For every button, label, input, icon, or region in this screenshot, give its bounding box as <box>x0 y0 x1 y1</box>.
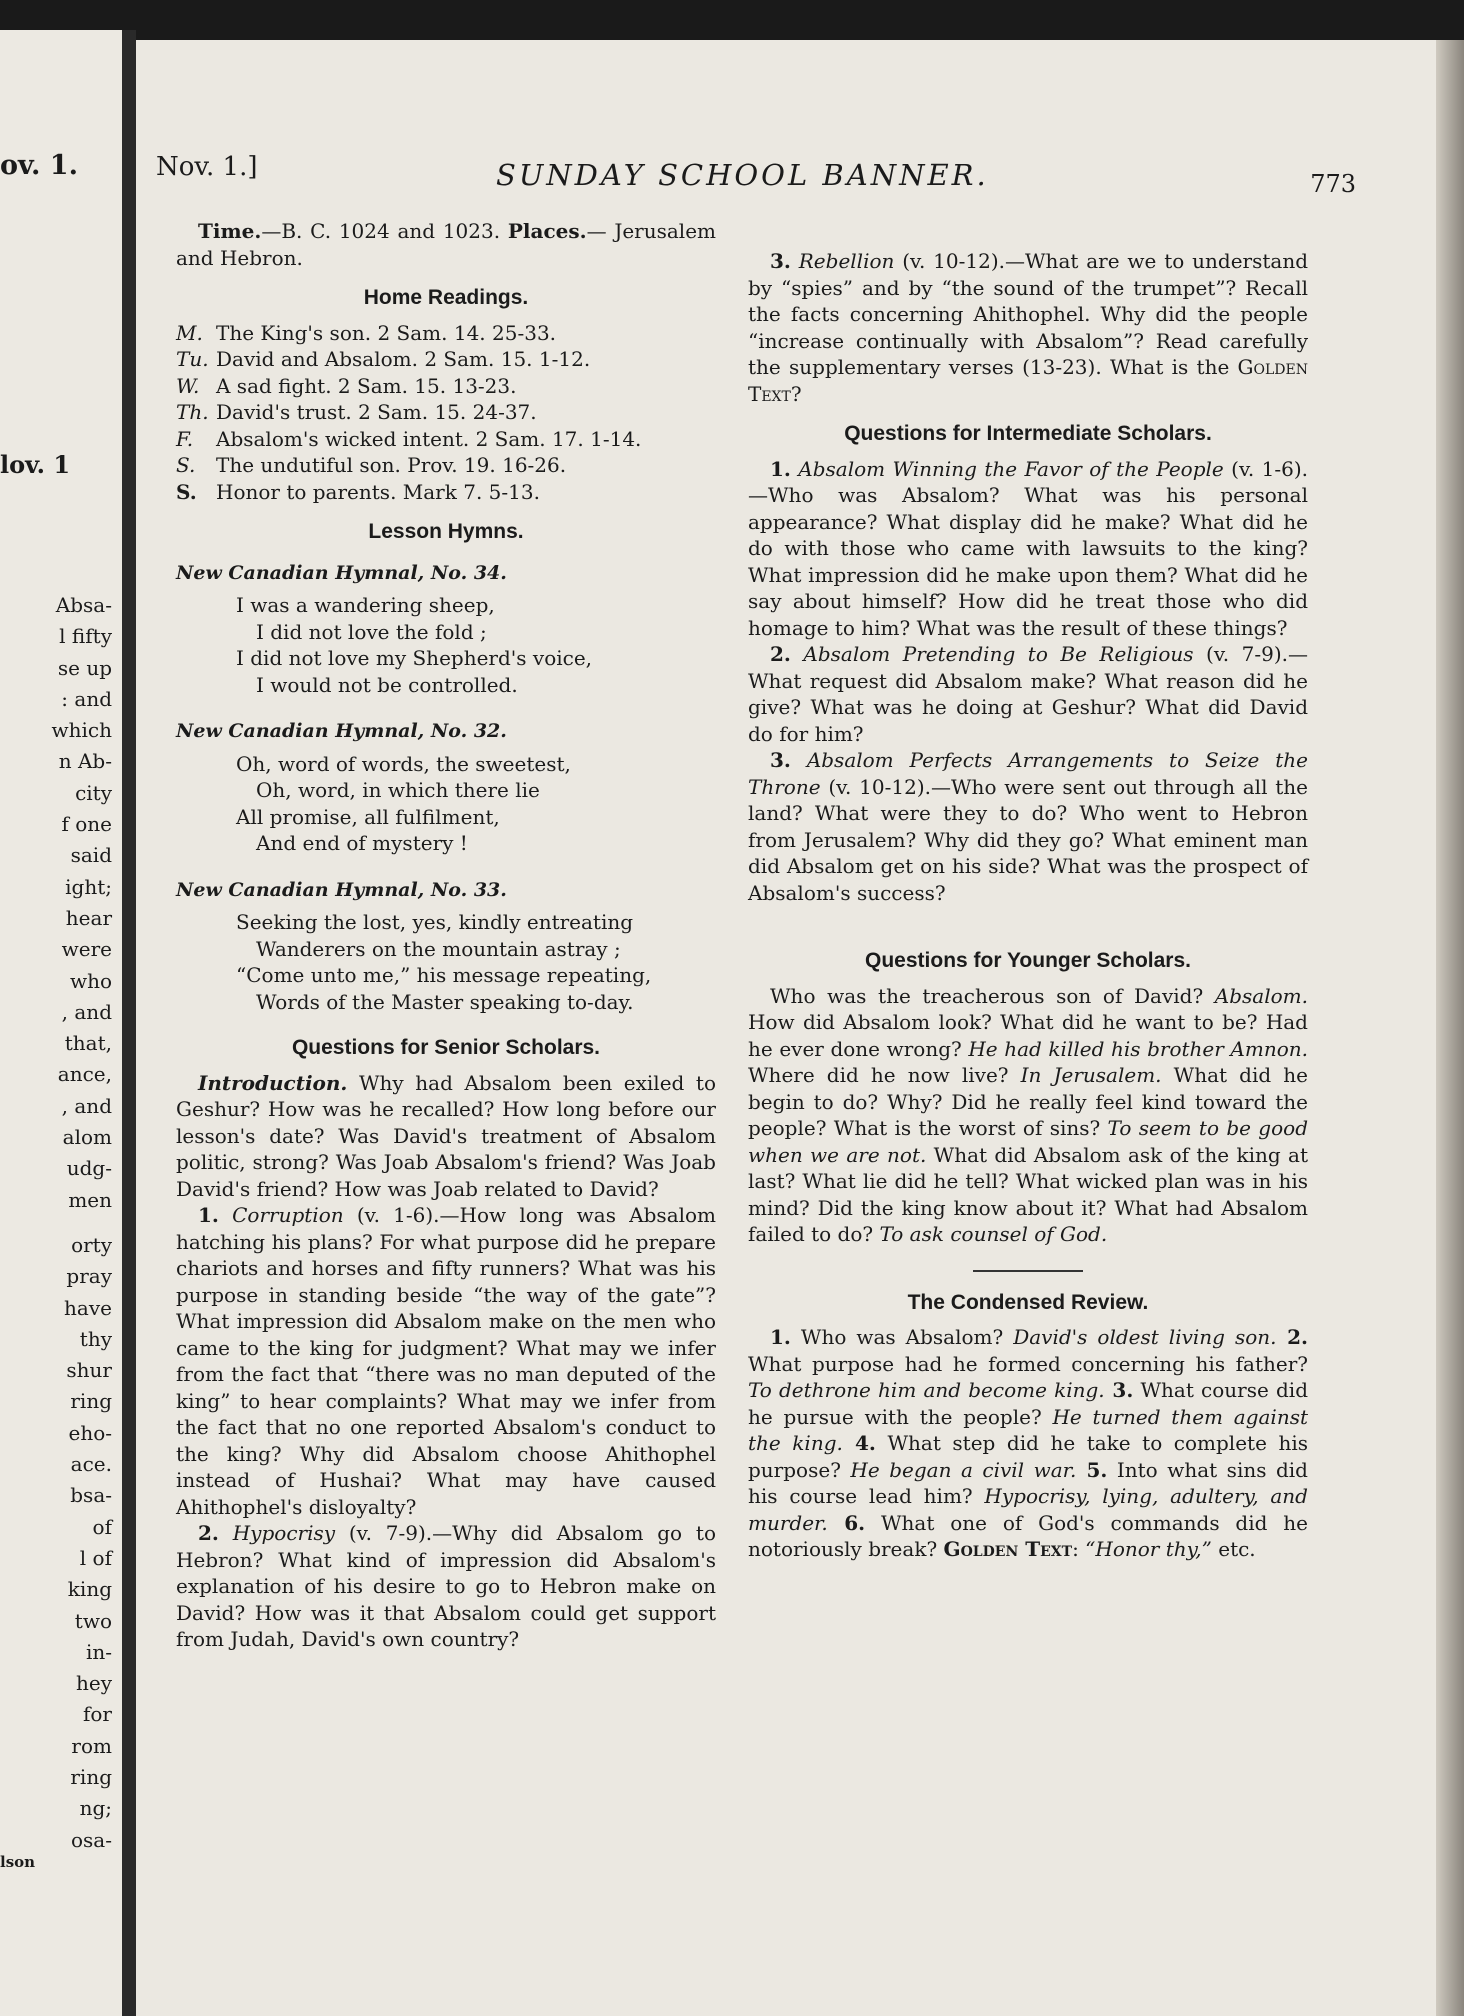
adjacent-page-fragment: hey <box>75 1671 112 1696</box>
adjacent-page-fragment: l fifty <box>59 624 112 649</box>
adjacent-page-fragment: n Ab- <box>58 749 112 774</box>
header-title: SUNDAY SCHOOL BANNER. <box>496 158 989 192</box>
page-edge-shadow <box>1436 40 1464 2016</box>
places-label: Places. <box>507 219 587 243</box>
adjacent-page-fragment: orty <box>71 1233 112 1257</box>
adjacent-page-fragment: two <box>74 1608 112 1633</box>
header-date: Nov. 1.] <box>156 152 258 182</box>
adjacent-page-fragment: pray <box>66 1264 112 1289</box>
reading-item: M. The King's son. 2 Sam. 14. 25-33. <box>176 320 557 345</box>
section-divider <box>973 1270 1083 1272</box>
adjacent-page-fragment: Absa- <box>55 593 112 617</box>
adjacent-page-fragment: rom <box>71 1733 112 1758</box>
time-places <box>176 218 716 271</box>
senior-introduction: Introduction. Why had Absalom been exiled to Geshur? How was he recalled? How long before our lesson's date? Was David's treatment of Absalom politic, strong? Was Joab Absalom's friend? Was Joab David's friend? How was Joab related to David? <box>176 1070 716 1201</box>
adjacent-page-fragment: hear <box>65 905 112 930</box>
time-label: Time. <box>198 219 262 243</box>
adjacent-page-header: ov. 1. <box>0 150 78 181</box>
senior-question-1: 1. Corruption (v. 1-6).—How long was Absalom hatching his plans? For what purpose did he prepare chariots and horses and fifty runners? What was his purpose in standing beside “the way of the gate”? What impression did Absalom make on the men who came to the king for judgment? What may we infer from the fact that “there was no man deputed of the king” to hear complaints? What may we infer from the fact that no one reported Absalom's conduct to the king? Why did Absalom choose Ahithophel instead of Hushai? What may have caused Ahithophel's disloyalty? <box>176 1203 717 1519</box>
adjacent-page-fragment: ring <box>70 1765 112 1790</box>
reading-item: S. The undutiful son. Prov. 19. 16-26. <box>176 453 567 477</box>
adjacent-page-fragment: alom <box>62 1125 112 1150</box>
hymn-verse: I was a wandering sheep, I did not love the fold ; I did not love my Shepherd's voice, I would not be controlled. <box>236 593 593 697</box>
adjacent-page-fragment: of <box>92 1514 112 1539</box>
right-column <box>748 248 1308 1563</box>
adjacent-page-fragment: : and <box>61 686 112 711</box>
adjacent-page-fragment: , and <box>61 1093 112 1118</box>
intermediate-question-3: 3. Absalom Perfects Arrangements to Seize the Throne (v. 10-12).—Who were sent out through all the land? What were they to do? Who went to Hebron from Jerusalem? Why did they go? What eminent man did Absalom get on his side? What was the prospect of Absalom's success? <box>748 748 1309 905</box>
reading-item: S. Honor to parents. Mark 7. 5-13. <box>176 479 540 504</box>
senior-question-2: 2. Hypocrisy (v. 7-9).—Why did Absalom go to Hebron? What kind of impression did Absalom's explanation of his desire to go to Hebron make on David? How was it that Absalom could get support from Judah, David's own country? <box>176 1521 716 1651</box>
hymn-reference: New Canadian Hymnal, No. 34. <box>176 561 507 584</box>
adjacent-page-fragment: city <box>75 780 112 805</box>
adjacent-page-fragment: king <box>67 1577 112 1602</box>
adjacent-page-fragment: osa- <box>71 1827 112 1852</box>
adjacent-page-fragment: eho- <box>68 1420 112 1445</box>
adjacent-page-fragment: , and <box>61 999 112 1024</box>
adjacent-page-footer: lson <box>0 1853 36 1871</box>
condensed-review-title: The Condensed Review. <box>907 1290 1149 1314</box>
adjacent-page-fragment: shur <box>66 1358 112 1383</box>
adjacent-page-fragment: l of <box>79 1545 112 1570</box>
adjacent-page-fragment: se up <box>57 655 112 680</box>
reading-item: W. A sad fight. 2 Sam. 15. 13-23. <box>176 373 517 398</box>
younger-questions-text: Who was the treacherous son of David? Absalom. How did Absalom look? What did he want to be? Had he ever done wrong? He had killed his brother Amnon. Where did he now live? In Jerusalem. What did he begin to do? Why? Did he really feel kind toward the people? What is the worst of sins? To seem to be good when we are not. What did Absalom ask of the king at last? What lie did he tell? What wicked plan was in his mind? Did the king know about it? What had Absalom failed to do? To ask counsel of God. <box>748 983 1308 1246</box>
page <box>136 40 1436 2016</box>
lesson-hymns-title: Lesson Hymns. <box>368 520 524 543</box>
senior-question-3: 3. Rebellion (v. 10-12).—What are we to understand by “spies” and by “the sound of the trumpet”? Recall the facts concerning Ahithophel. Why did the people “increase continually with Absalom”? Read carefully the supplementary verses (13-23). What is the Golden Text? <box>748 249 1308 406</box>
adjacent-page-fragment: ance, <box>57 1062 112 1087</box>
adjacent-page-fragment: have <box>64 1295 112 1320</box>
adjacent-page-fragment: ng; <box>79 1796 112 1821</box>
reading-item: Tu. David and Absalom. 2 Sam. 15. 1-12. <box>176 347 591 371</box>
senior-questions-title: Questions for Senior Scholars. <box>291 1036 601 1059</box>
adjacent-page-fragment: for <box>82 1702 112 1727</box>
left-column <box>176 218 716 1653</box>
page-header <box>156 152 1356 202</box>
adjacent-page-fragment: ight; <box>65 874 112 899</box>
condensed-review-text: 1. Who was Absalom? David's oldest living son. 2. What purpose had he formed concerning his father? To dethrone him and become king. 3. What course did he pursue with the people? He turned them against the king. 4. What step did he take to complete his purpose? He began a civil war. 5. Into what sins did his course lead him? Hypocrisy, lying, adultery, and murder. 6. What one of God's commands did he notoriously break? Golden Text: “Honor thy,” etc. <box>748 1325 1309 1561</box>
hymn-verse: Oh, word of words, the sweetest, Oh, word, in which there lie All promise, all fulfilment, And end of mystery ! <box>236 751 571 855</box>
intermediate-question-2: 2. Absalom Pretending to Be Religious (v. 7-9).—What request did Absalom make? What reason did he give? What was he doing at Geshur? What did David do for him? <box>748 642 1309 746</box>
reading-item: F. Absalom's wicked intent. 2 Sam. 17. 1-14. <box>176 426 642 451</box>
adjacent-page-fragment: thy <box>79 1326 112 1351</box>
reading-item: Th. David's trust. 2 Sam. 15. 24-37. <box>176 400 537 424</box>
adjacent-page-fragment: f one <box>61 812 112 837</box>
adjacent-page-fragment: were <box>61 937 112 962</box>
adjacent-page-header-2: lov. 1 <box>0 450 71 479</box>
time-text: —B. C. 1024 and 1023. <box>261 219 501 243</box>
intermediate-questions-title: Questions for Intermediate Scholars. <box>844 422 1212 445</box>
adjacent-page-fragment: in- <box>85 1639 112 1664</box>
younger-questions-title: Questions for Younger Scholars. <box>865 949 1191 972</box>
adjacent-page-fragments-2 <box>64 1230 112 1856</box>
page-number: 773 <box>1310 170 1356 198</box>
adjacent-page-fragment: that, <box>64 1031 112 1056</box>
adjacent-page-fragments-1 <box>52 590 112 1216</box>
home-readings-title: Home Readings. <box>363 286 529 309</box>
places-text: — Jerusalem and Hebron. <box>176 219 717 270</box>
adjacent-page-fragment: which <box>51 718 112 743</box>
adjacent-page-strip <box>0 30 122 2016</box>
intermediate-question-1: 1. Absalom Winning the Favor of the People (v. 1-6).—Who was Absalom? What was his personal appearance? What display did he make? What did he do with those who came with lawsuits to the king? What impression did he make upon them? What did he say about himself? How did he treat those who did homage to him? What was the result of these things? <box>748 456 1309 640</box>
adjacent-page-fragment: ace. <box>70 1452 112 1477</box>
adjacent-page-fragment: men <box>68 1187 112 1212</box>
adjacent-page-fragment: who <box>69 968 112 993</box>
adjacent-page-fragment: bsa- <box>70 1483 112 1508</box>
hymn-reference: New Canadian Hymnal, No. 33. <box>176 878 507 901</box>
hymn-reference: New Canadian Hymnal, No. 32. <box>176 720 507 742</box>
book-gutter <box>122 30 136 2016</box>
adjacent-page-fragment: udg- <box>66 1156 112 1181</box>
home-readings-list <box>176 320 716 506</box>
adjacent-page-fragment: said <box>70 843 112 868</box>
hymn-verse: Seeking the lost, yes, kindly entreating Wanderers on the mountain astray ; “Come unto me,” his message repeating, Words of the Master speaking to-day. <box>236 910 652 1014</box>
adjacent-page-fragment: ring <box>70 1389 112 1414</box>
